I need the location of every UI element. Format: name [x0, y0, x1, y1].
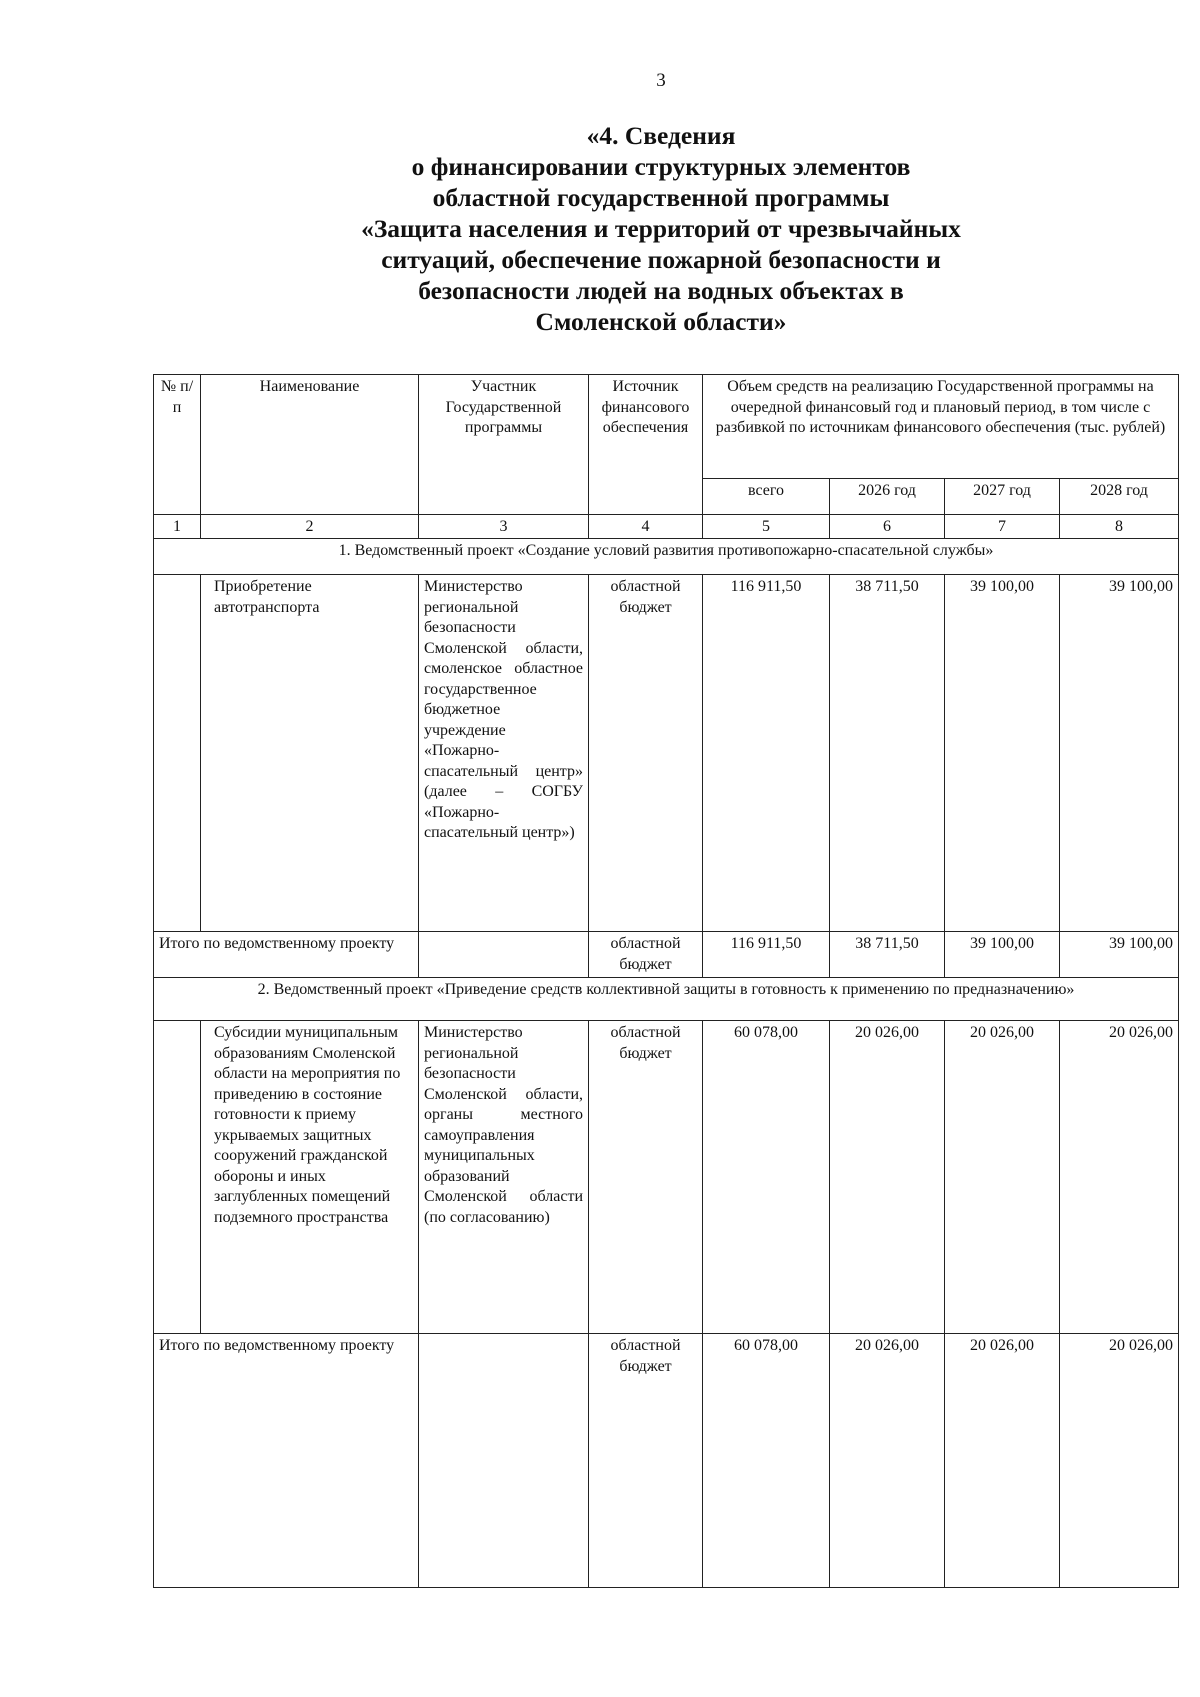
title-line: Смоленской области»	[535, 307, 787, 336]
title-line: ситуаций, обеспечение пожарной безопасности и	[381, 245, 941, 274]
title-line: «4. Сведения	[586, 121, 736, 150]
row-2026: 20 026,00	[830, 1021, 945, 1334]
row-source: областной бюджет	[589, 1021, 703, 1334]
itogo-2028: 39 100,00	[1060, 932, 1179, 978]
itogo-2027: 39 100,00	[945, 932, 1060, 978]
itogo-label: Итого по ведомственному проекту	[154, 1334, 419, 1588]
column-number: 6	[830, 515, 945, 539]
table-row	[154, 575, 1179, 932]
row-2026: 38 711,50	[830, 575, 945, 932]
itogo-2026: 20 026,00	[830, 1334, 945, 1588]
row-2027: 20 026,00	[945, 1021, 1060, 1334]
row-total: 116 911,50	[703, 575, 830, 932]
page-number: 3	[656, 70, 666, 91]
itogo-total: 116 911,50	[703, 932, 830, 978]
column-numbers-row	[154, 515, 1179, 539]
itogo-source: областной бюджет	[589, 1334, 703, 1588]
header-2028: 2028 год	[1060, 479, 1179, 515]
row-num	[154, 1021, 201, 1334]
itogo-2027: 20 026,00	[945, 1334, 1060, 1588]
itogo-label: Итого по ведомственному проекту	[154, 932, 419, 978]
column-number: 5	[703, 515, 830, 539]
itogo-row	[154, 932, 1179, 978]
table-row	[154, 1021, 1179, 1334]
itogo-total: 60 078,00	[703, 1334, 830, 1588]
row-participant: Министерство региональной безопасности Смоленской области, смоленское областное государственное бюджетное учреждение «Пожарно-спасательный центр» (далее – СОГБУ «Пожарно-спасательный центр»)	[419, 575, 589, 932]
title-line: «Защита населения и территорий от чрезвычайных	[361, 214, 961, 243]
row-total: 60 078,00	[703, 1021, 830, 1334]
header-participant: Участник Государственной программы	[419, 375, 589, 515]
column-number: 2	[201, 515, 419, 539]
header-total: всего	[703, 479, 830, 515]
header-2027: 2027 год	[945, 479, 1060, 515]
header-volume: Объем средств на реализацию Государственной программы на очередной финансовый год и плановый период, в том числе с разбивкой по источникам финансового обеспечения (тыс. рублей)	[703, 375, 1179, 479]
section-row	[154, 978, 1179, 1021]
row-participant: Министерство региональной безопасности Смоленской области, органы местного самоуправления муниципальных образований Смоленской области (по согласованию)	[419, 1021, 589, 1334]
header-source: Источник финансового обеспечения	[589, 375, 703, 515]
column-number: 4	[589, 515, 703, 539]
itogo-row	[154, 1334, 1179, 1588]
column-number: 7	[945, 515, 1060, 539]
column-number: 1	[154, 515, 201, 539]
itogo-2028: 20 026,00	[1060, 1334, 1179, 1588]
column-number: 8	[1060, 515, 1179, 539]
row-source: областной бюджет	[589, 575, 703, 932]
itogo-2026: 38 711,50	[830, 932, 945, 978]
header-name: Наименование	[201, 375, 419, 515]
itogo-source: областной бюджет	[589, 932, 703, 978]
row-2028: 39 100,00	[1060, 575, 1179, 932]
row-num	[154, 575, 201, 932]
itogo-participant	[419, 1334, 589, 1588]
header-row	[154, 375, 1179, 479]
column-number: 3	[419, 515, 589, 539]
header-2026: 2026 год	[830, 479, 945, 515]
row-name: Субсидии муниципальным образованиям Смоленской области на мероприятия по приведению в состояние готовности к приему укрываемых защитных сооружений гражданской обороны и иных заглубленных помещений подземного пространства	[201, 1021, 419, 1334]
itogo-participant	[419, 932, 589, 978]
section-title: 1. Ведомственный проект «Создание условий развития противопожарно-спасательной службы»	[154, 539, 1179, 575]
title-line: безопасности людей на водных объектах в	[418, 276, 904, 305]
header-num: № п/п	[154, 375, 201, 515]
document-title	[0, 120, 1200, 337]
row-2027: 39 100,00	[945, 575, 1060, 932]
row-name: Приобретение автотранспорта	[201, 575, 419, 932]
row-2028: 20 026,00	[1060, 1021, 1179, 1334]
section-row	[154, 539, 1179, 575]
section-title: 2. Ведомственный проект «Приведение средств коллективной защиты в готовность к применению по предназначению»	[154, 978, 1179, 1021]
title-line: областной государственной программы	[432, 183, 890, 212]
financing-table	[153, 374, 1179, 1588]
title-line: о финансировании структурных элементов	[411, 152, 911, 181]
